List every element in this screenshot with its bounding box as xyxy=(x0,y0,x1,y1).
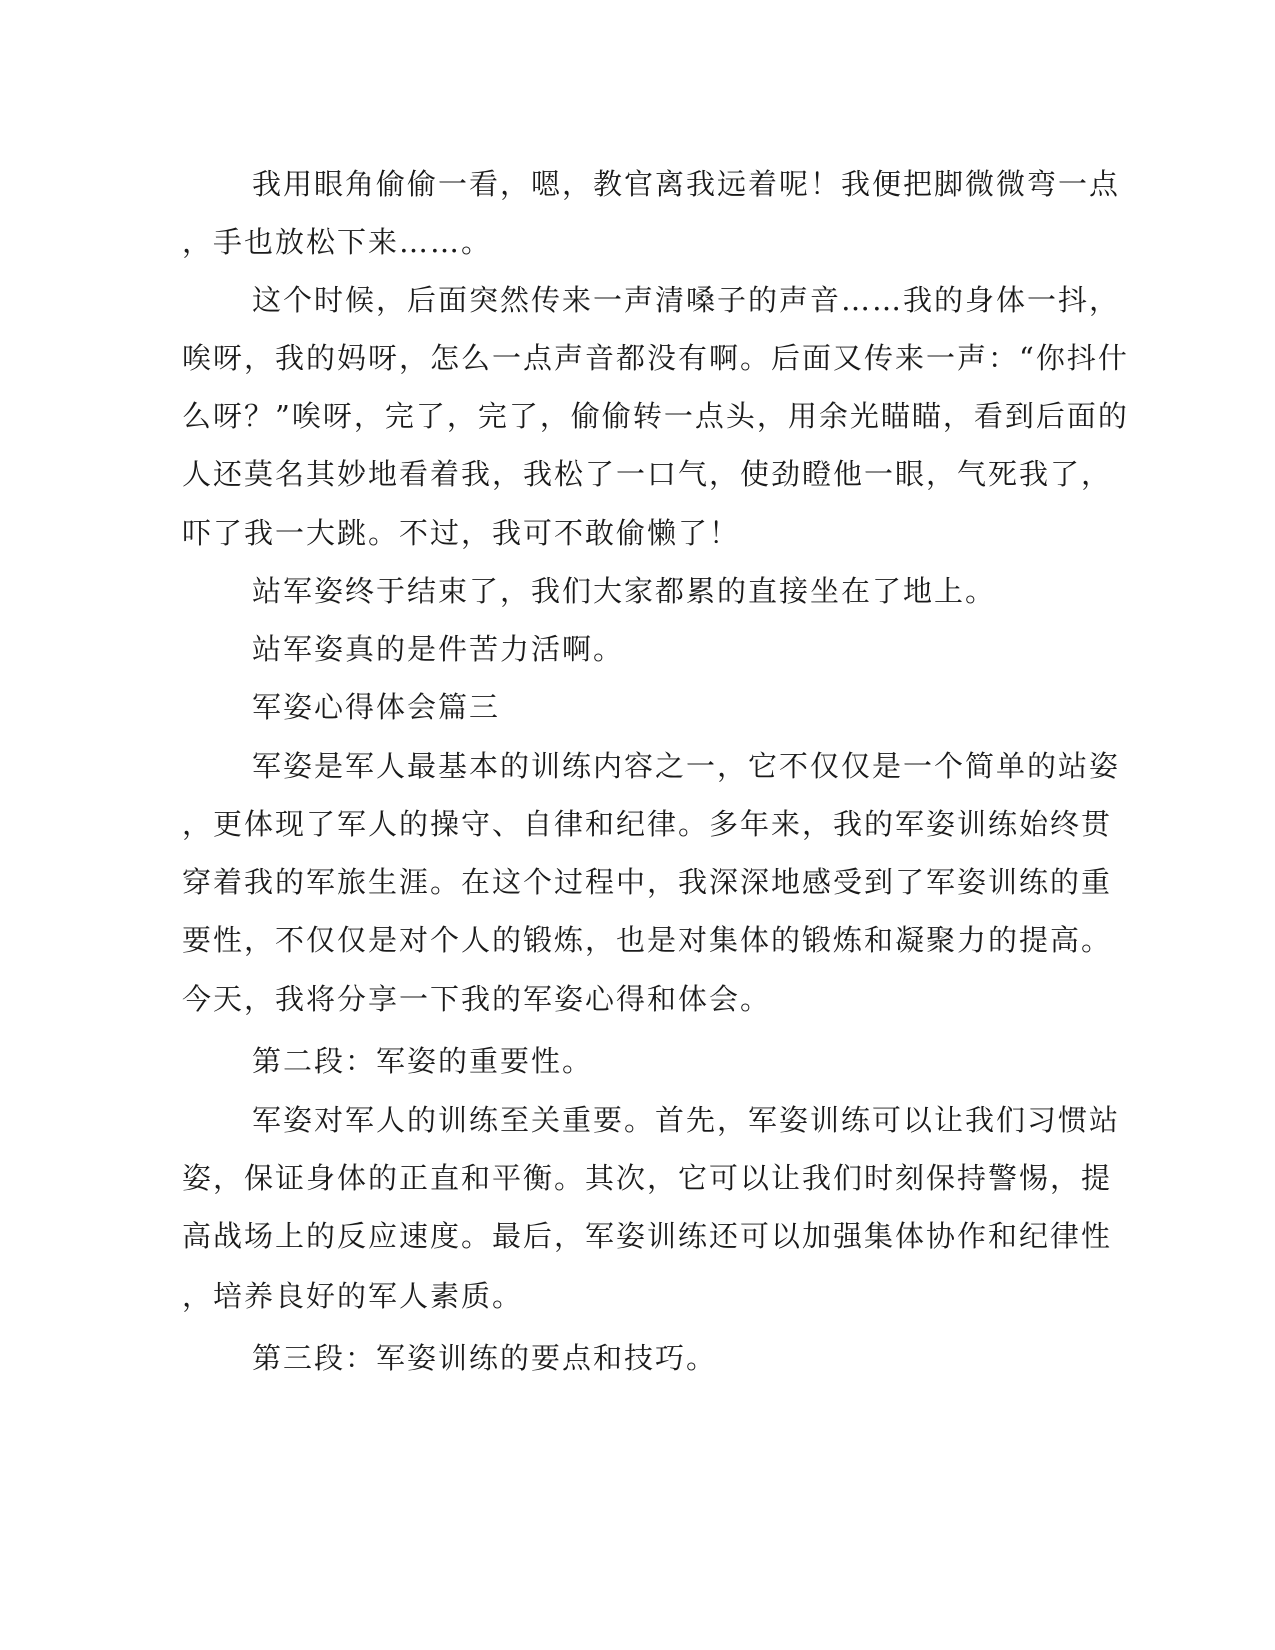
text-line: 人还莫名其妙地看着我，我松了一口气，使劲瞪他一眼，气死我了， xyxy=(182,457,1113,491)
text-line: 我用眼角偷偷一看，嗯，教官离我远着呢！我便把脚微微弯一点 xyxy=(252,167,1121,201)
text-line: 姿，保证身体的正直和平衡。其次，它可以让我们时刻保持警惕，提 xyxy=(182,1161,1113,1195)
text-line: 站军姿真的是件苦力活啊。 xyxy=(252,632,625,666)
text-line: 今天，我将分享一下我的军姿心得和体会。 xyxy=(182,982,772,1016)
section-heading: 军姿心得体会篇三 xyxy=(252,690,501,724)
text-line: 么呀？”唉呀，完了，完了，偷偷转一点头，用余光瞄瞄，看到后面的 xyxy=(182,399,1129,433)
text-line: 站军姿终于结束了，我们大家都累的直接坐在了地上。 xyxy=(252,574,997,608)
text-line: 唉呀，我的妈呀，怎么一点声音都没有啊。后面又传来一声：“你抖什 xyxy=(182,341,1129,375)
text-line: ，培养良好的军人素质。 xyxy=(182,1279,524,1313)
text-line: 高战场上的反应速度。最后，军姿训练还可以加强集体协作和纪律性 xyxy=(182,1219,1113,1253)
text-line: 军姿对军人的训练至关重要。首先，军姿训练可以让我们习惯站 xyxy=(252,1103,1121,1137)
text-line: 吓了我一大跳。不过，我可不敢偷懒了！ xyxy=(182,516,741,550)
section-heading: 第三段：军姿训练的要点和技巧。 xyxy=(252,1341,718,1375)
text-line: ，手也放松下来……。 xyxy=(182,225,493,259)
text-line: 这个时候，后面突然传来一声清嗓子的声音……我的身体一抖， xyxy=(252,283,1121,317)
text-line: 军姿是军人最基本的训练内容之一，它不仅仅是一个简单的站姿 xyxy=(252,749,1121,783)
section-heading: 第二段：军姿的重要性。 xyxy=(252,1044,594,1078)
text-line: 穿着我的军旅生涯。在这个过程中，我深深地感受到了军姿训练的重 xyxy=(182,865,1113,899)
text-line: ，更体现了军人的操守、自律和纪律。多年来，我的军姿训练始终贯 xyxy=(182,807,1113,841)
text-line: 要性，不仅仅是对个人的锻炼，也是对集体的锻炼和凝聚力的提高。 xyxy=(182,923,1113,957)
